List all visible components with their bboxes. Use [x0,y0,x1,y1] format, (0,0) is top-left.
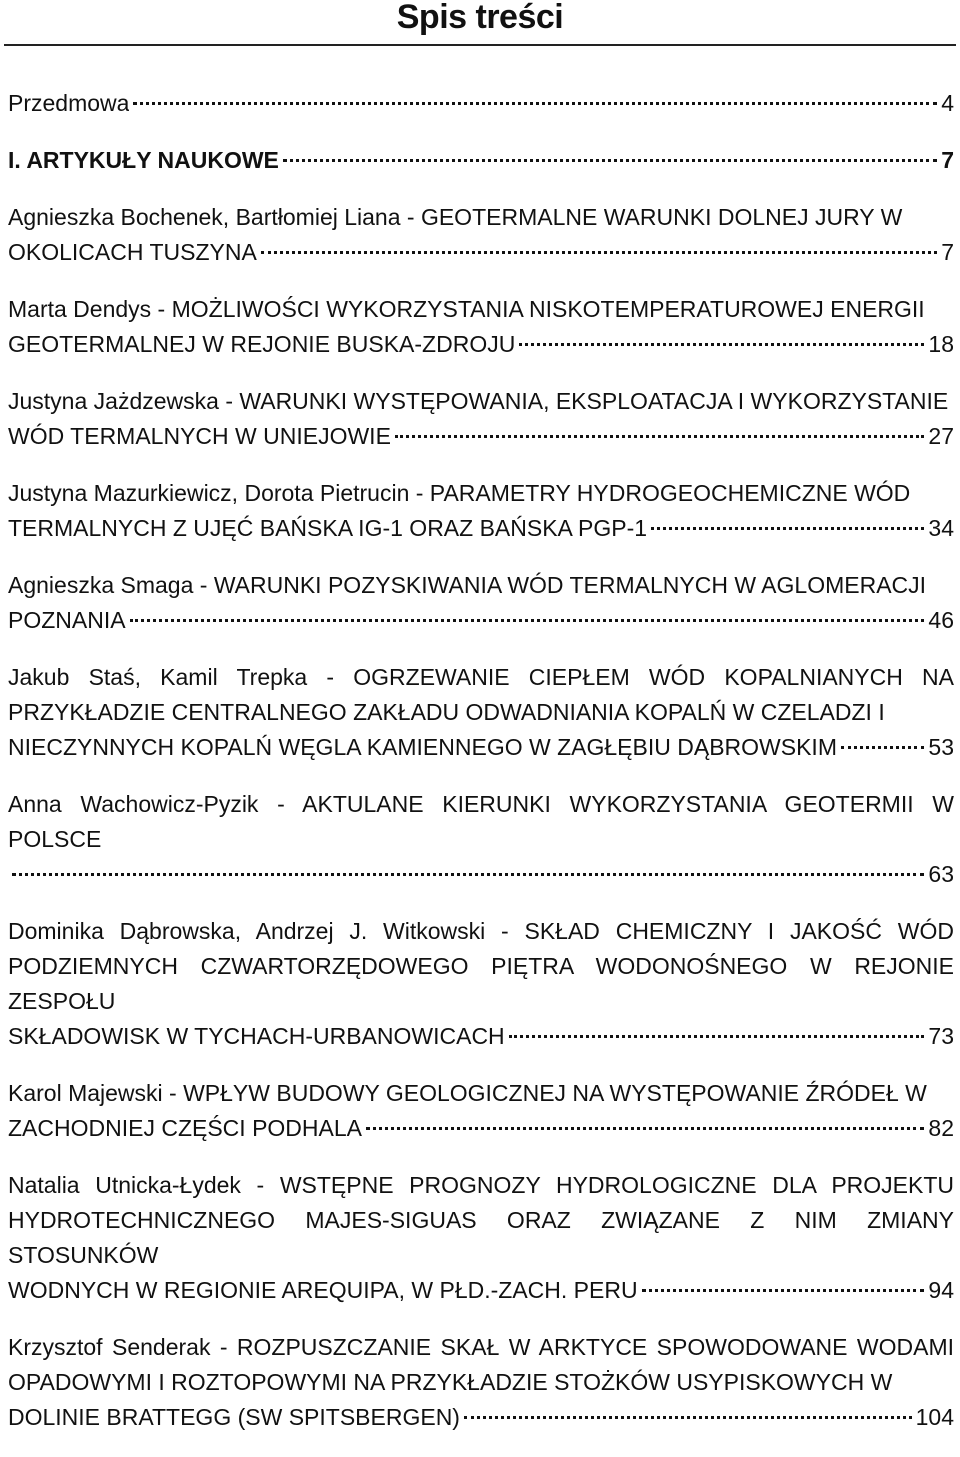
toc-entry-title-end: SKŁADOWISK W TYCHACH-URBANOWICACH [8,1023,505,1049]
toc-entry-title-end: NIECZYNNYCH KOPALŃ WĘGLA KAMIENNEGO W ZAGŁĘBIU DĄBROWSKIM [8,734,837,760]
toc-entry-title: Justyna Jażdzewska - WARUNKI WYSTĘPOWANIA, EKSPLOATACJA I WYKORZYSTANIE [8,388,949,414]
toc-entry-preface[interactable] [8,86,954,121]
page-title: Spis treści [396,0,564,36]
toc-entry-title-end: WODNYCH W REGIONIE AREQUIPA, W PŁD.-ZACH. PERU [8,1277,638,1303]
toc-entry-title-end: GEOTERMALNEJ W REJONIE BUSKA-ZDROJU [8,331,516,357]
dot-leader [133,102,937,105]
toc-entry[interactable] [8,292,954,362]
dot-leader [283,159,937,162]
toc-page-number: 104 [915,1404,954,1430]
toc-entry[interactable] [8,1168,954,1308]
dot-leader [130,619,925,622]
dot-leader [519,343,924,346]
toc-entry-title-end: ZACHODNIEJ CZĘŚCI PODHALA [8,1115,362,1141]
toc-entry-title: Natalia Utnicka-Łydek - WSTĘPNE PROGNOZY HYDROLOGICZNE DLA PROJEKTU HYDROTECHNICZNEGO MAJES-SIGUAS ORAZ ZWIĄZANE Z NIM ZMIANY STOSUNKÓW [8,1172,954,1268]
toc-entry-title: Dominika Dąbrowska, Andrzej J. Witkowski - SKŁAD CHEMICZNY I JAKOŚĆ WÓD PODZIEMNYCH CZWARTORZĘDOWEGO PIĘTRA WODONOŚNEGO W REJONIE ZESPOŁU [8,918,954,1014]
toc-entry-section-articles[interactable] [8,143,954,178]
toc-page-number: 34 [928,515,954,541]
toc-page-number: 53 [928,734,954,760]
toc-entry[interactable] [8,660,954,765]
toc-entry-title: Marta Dendys - MOŻLIWOŚCI WYKORZYSTANIA NISKOTEMPERATUROWEJ ENERGII [8,296,925,322]
toc-page-number: 63 [928,861,954,887]
toc-entry-title-end: WÓD TERMALNYCH W UNIEJOWIE [8,423,391,449]
dot-leader [395,435,924,438]
toc-entry-title-end: POZNANIA [8,607,126,633]
dot-leader [366,1127,924,1130]
toc-entry[interactable] [8,568,954,638]
toc-entry[interactable] [8,200,954,270]
toc-entry-title: Justyna Mazurkiewicz, Dorota Pietrucin - PARAMETRY HYDROGEOCHEMICZNE WÓD [8,480,911,506]
dot-leader [509,1035,925,1038]
toc-entry-title: Jakub Staś, Kamil Trepka - OGRZEWANIE CIEPŁEM WÓD KOPALNIANYCH NA PRZYKŁADZIE CENTRALNEGO ZAKŁADU ODWADNIANIA KOPALŃ W CZELADZI I [8,664,954,725]
toc-page-number: 7 [941,147,954,173]
dot-leader [651,527,924,530]
toc-page-number: 46 [928,607,954,633]
dot-leader [464,1416,912,1419]
toc-entry[interactable] [8,1330,954,1435]
toc-page-number: 7 [941,239,954,265]
toc-entry-title-end: DOLINIE BRATTEGG (SW SPITSBERGEN) [8,1404,460,1430]
toc-entry[interactable] [8,384,954,454]
title-divider [4,44,956,46]
toc-entry-title: Anna Wachowicz-Pyzik - AKTULANE KIERUNKI WYKORZYSTANIA GEOTERMII W POLSCE [8,791,954,852]
toc-page-number: 4 [941,90,954,116]
toc-page-number: 27 [928,423,954,449]
toc-page-number: 18 [928,331,954,357]
toc-page-number: 82 [928,1115,954,1141]
dot-leader [12,873,924,876]
toc-entry-title-end: OKOLICACH TUSZYNA [8,239,257,265]
toc-entry-title: Agnieszka Bochenek, Bartłomiej Liana - GEOTERMALNE WARUNKI DOLNEJ JURY W [8,204,903,230]
toc-entry[interactable] [8,787,954,892]
toc-entry[interactable] [8,1076,954,1146]
toc-page-number: 73 [928,1023,954,1049]
toc-entry-title: Karol Majewski - WPŁYW BUDOWY GEOLOGICZNEJ NA WYSTĘPOWANIE ŹRÓDEŁ W [8,1080,927,1106]
toc-section-title: I. ARTYKUŁY NAUKOWE [8,147,279,173]
toc-entry-title: Krzysztof Senderak - ROZPUSZCZANIE SKAŁ W ARKTYCE SPOWODOWANE WODAMI OPADOWYMI I ROZTOPOWYMI NA PRZYKŁADZIE STOŻKÓW USYPISKOWYCH W [8,1334,954,1395]
dot-leader [841,746,924,749]
dot-leader [642,1289,925,1292]
toc-entry[interactable] [8,476,954,546]
dot-leader [261,251,937,254]
toc-entry-title-end: TERMALNYCH Z UJĘĆ BAŃSKA IG-1 ORAZ BAŃSKA PGP-1 [8,515,648,541]
toc-entry-title: Przedmowa [8,90,130,116]
toc-entry-title: Agnieszka Smaga - WARUNKI POZYSKIWANIA WÓD TERMALNYCH W AGLOMERACJI [8,572,927,598]
toc-entry[interactable] [8,914,954,1054]
toc-page-number: 94 [928,1277,954,1303]
table-of-contents [8,86,954,1457]
